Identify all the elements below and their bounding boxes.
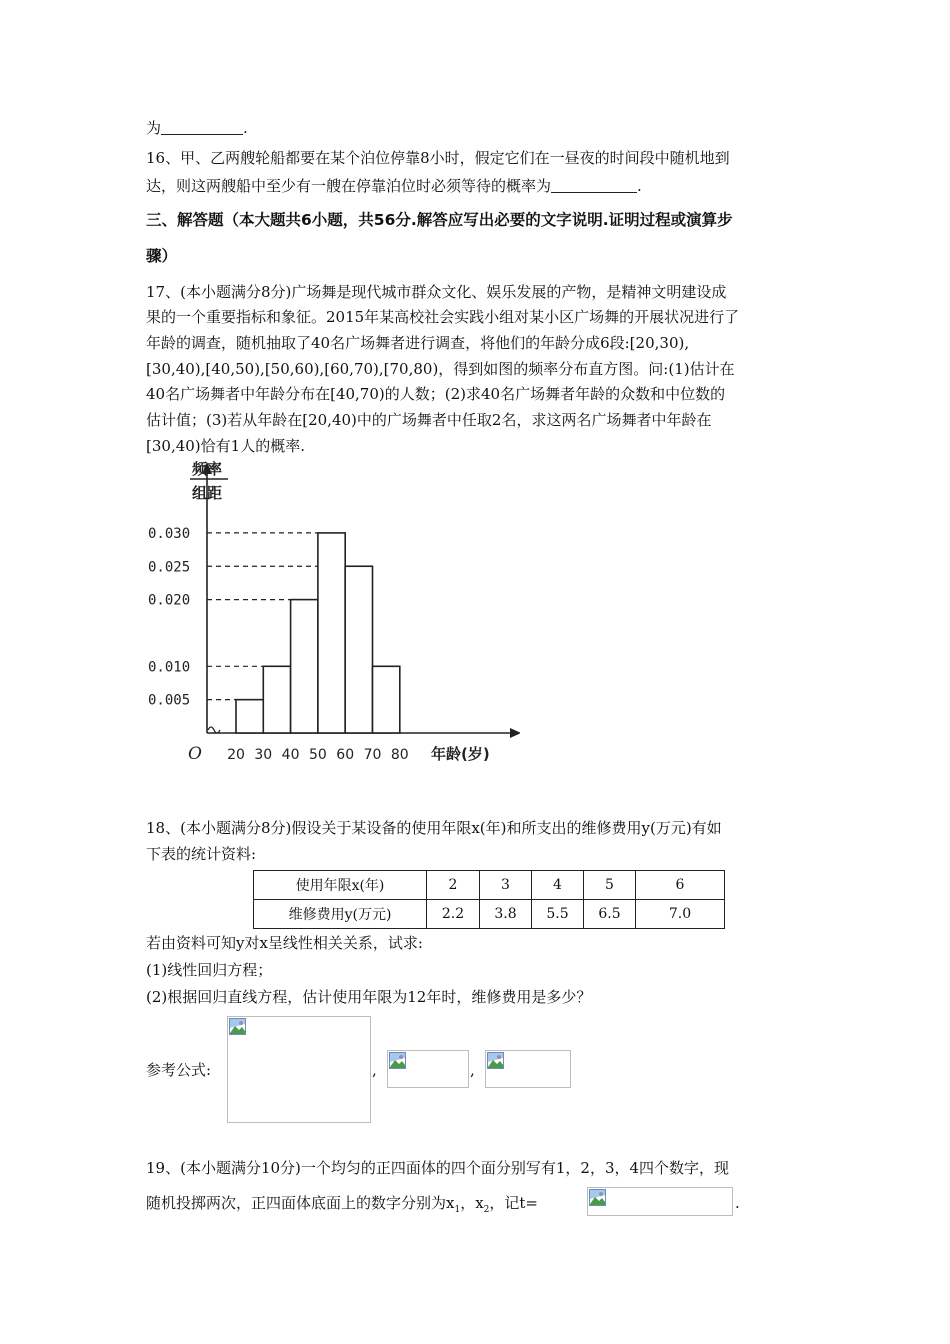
q16-answer-blank[interactable] [551,177,637,193]
q19-text-mid: ，x [460,1194,484,1212]
x-axis-label: 年龄(岁) [431,745,490,763]
origin-label: O [188,744,202,764]
chart-x-tick-labels [227,747,409,763]
y-tick-label: 0.025 [148,559,191,576]
histogram-bar [345,566,372,733]
table-cell: 3.8 [480,900,532,929]
q16-text: 达，则这两艘船中至少有一艘在停靠泊位时必须等待的概率为 [146,177,552,195]
table-cell: 2 [427,871,480,900]
table-cell: 2.2 [427,900,480,929]
chart-y-tick-labels [148,526,190,709]
table-cell: 3 [480,871,532,900]
q16-line-2 [146,176,642,196]
q15-prefix: 为 [146,119,162,137]
x-tick-label: 30 [254,747,273,763]
q18-after-line-3: (2)根据回归直线方程，估计使用年限为12年时，维修费用是多少？ [146,988,592,1006]
section-3-heading-line-2: 骤） [146,247,178,265]
q17-line-1: 17、(本小题满分8分)广场舞是现代城市群众文化、娱乐发展的产物，是精神文明建设成 [146,283,727,301]
table-row [254,871,725,900]
broken-image-icon [589,1189,606,1206]
histogram-bar [236,700,263,733]
broken-image-icon [229,1018,246,1035]
table-header-years: 使用年限x(年) [254,871,427,900]
q17-line-2: 果的一个重要指标和象征。2015年某高校社会实践小组对某小区广场舞的开展状况进行了 [146,308,740,326]
broken-image-icon [389,1052,406,1069]
y-axis-label-bottom: 组距 [192,484,223,502]
formula-separator: , [372,1061,377,1079]
histogram-bar [318,533,345,733]
table-header-cost: 维修费用y(万元) [254,900,427,929]
x-tick-label: 20 [227,747,245,763]
q19-text-define: ，记t= [489,1194,539,1212]
formula-image-t [587,1187,733,1216]
y-axis-label-top: 频率 [192,460,223,478]
q16-suffix: . [637,177,642,195]
histogram-bar [373,666,400,733]
q17-line-7: [30,40)恰有1人的概率. [146,437,305,455]
q19-line-2 [146,1193,538,1220]
q15-answer-blank[interactable] [161,119,243,135]
y-tick-label: 0.005 [148,692,191,709]
q18-after-line-2: (1)线性回归方程； [146,961,273,979]
y-tick-label: 0.010 [148,659,191,676]
x-tick-label: 60 [336,747,355,763]
formula-image-1 [227,1016,371,1123]
chart-bars [236,533,400,733]
y-tick-label: 0.020 [148,592,191,609]
formula-image-2 [387,1050,469,1088]
subscript-1: 1 [454,1205,461,1215]
q17-line-3: 年龄的调查，随机抽取了40名广场舞者进行调查，将他们的年龄分成6段:[20,30), [146,334,690,352]
q15-answer-line [146,118,248,138]
q18-line-2: 下表的统计资料: [146,845,257,863]
section-3-heading-line-1: 三、解答题（本大题共6小题，共56分.解答应写出必要的文字说明.证明过程或演算步 [146,211,733,229]
formula-image-3 [485,1050,571,1088]
q16-line-1: 16、甲、乙两艘轮船都要在某个泊位停靠8小时，假定它们在一昼夜的时间段中随机地到 [146,149,730,167]
maintenance-stats-table [253,870,725,929]
q17-line-5: 40名广场舞者中年龄分布在[40,70)的人数；(2)求40名广场舞者年龄的众数和中位数的 [146,385,726,403]
formula-label: 参考公式: [146,1061,212,1079]
q15-suffix: . [243,119,248,137]
subscript-2: 2 [483,1205,490,1215]
y-tick-label: 0.030 [148,525,191,542]
x-tick-label: 80 [390,747,409,763]
histogram-bar [291,600,318,733]
q18-line-1: 18、(本小题满分8分)假设关于某设备的使用年限x(年)和所支出的维修费用y(万元)有如 [146,819,722,837]
q19-text: 随机投掷两次，正四面体底面上的数字分别为x [146,1194,455,1212]
x-tick-label: 70 [363,747,382,763]
x-tick-label: 50 [308,747,327,763]
histogram-bar [263,666,290,733]
table-cell: 6 [636,871,725,900]
x-axis-arrow [510,728,520,738]
q17-line-6: 估计值；(3)若从年龄在[20,40)中的广场舞者中任取2名，求这两名广场舞者中年龄在 [146,411,712,429]
table-cell: 4 [532,871,584,900]
q19-line-1: 19、(本小题满分10分)一个均匀的正四面体的四个面分别写有1，2，3，4四个数字，现 [146,1159,730,1177]
table-cell: 5 [584,871,636,900]
table-cell: 6.5 [584,900,636,929]
axis-break-mark [208,727,220,733]
formula-separator: , [470,1061,475,1079]
q18-after-line-1: 若由资料可知y对x呈线性相关关系，试求: [146,934,423,952]
table-cell: 7.0 [636,900,725,929]
table-cell: 5.5 [532,900,584,929]
frequency-histogram [140,454,520,774]
x-tick-label: 40 [281,747,300,763]
table-row [254,900,725,929]
q17-line-4: [30,40),[40,50),[50,60),[60,70),[70,80)，得到如图的频率分布直方图。问:(1)估计在 [146,360,735,378]
broken-image-icon [487,1052,504,1069]
q19-suffix: . [735,1194,740,1212]
